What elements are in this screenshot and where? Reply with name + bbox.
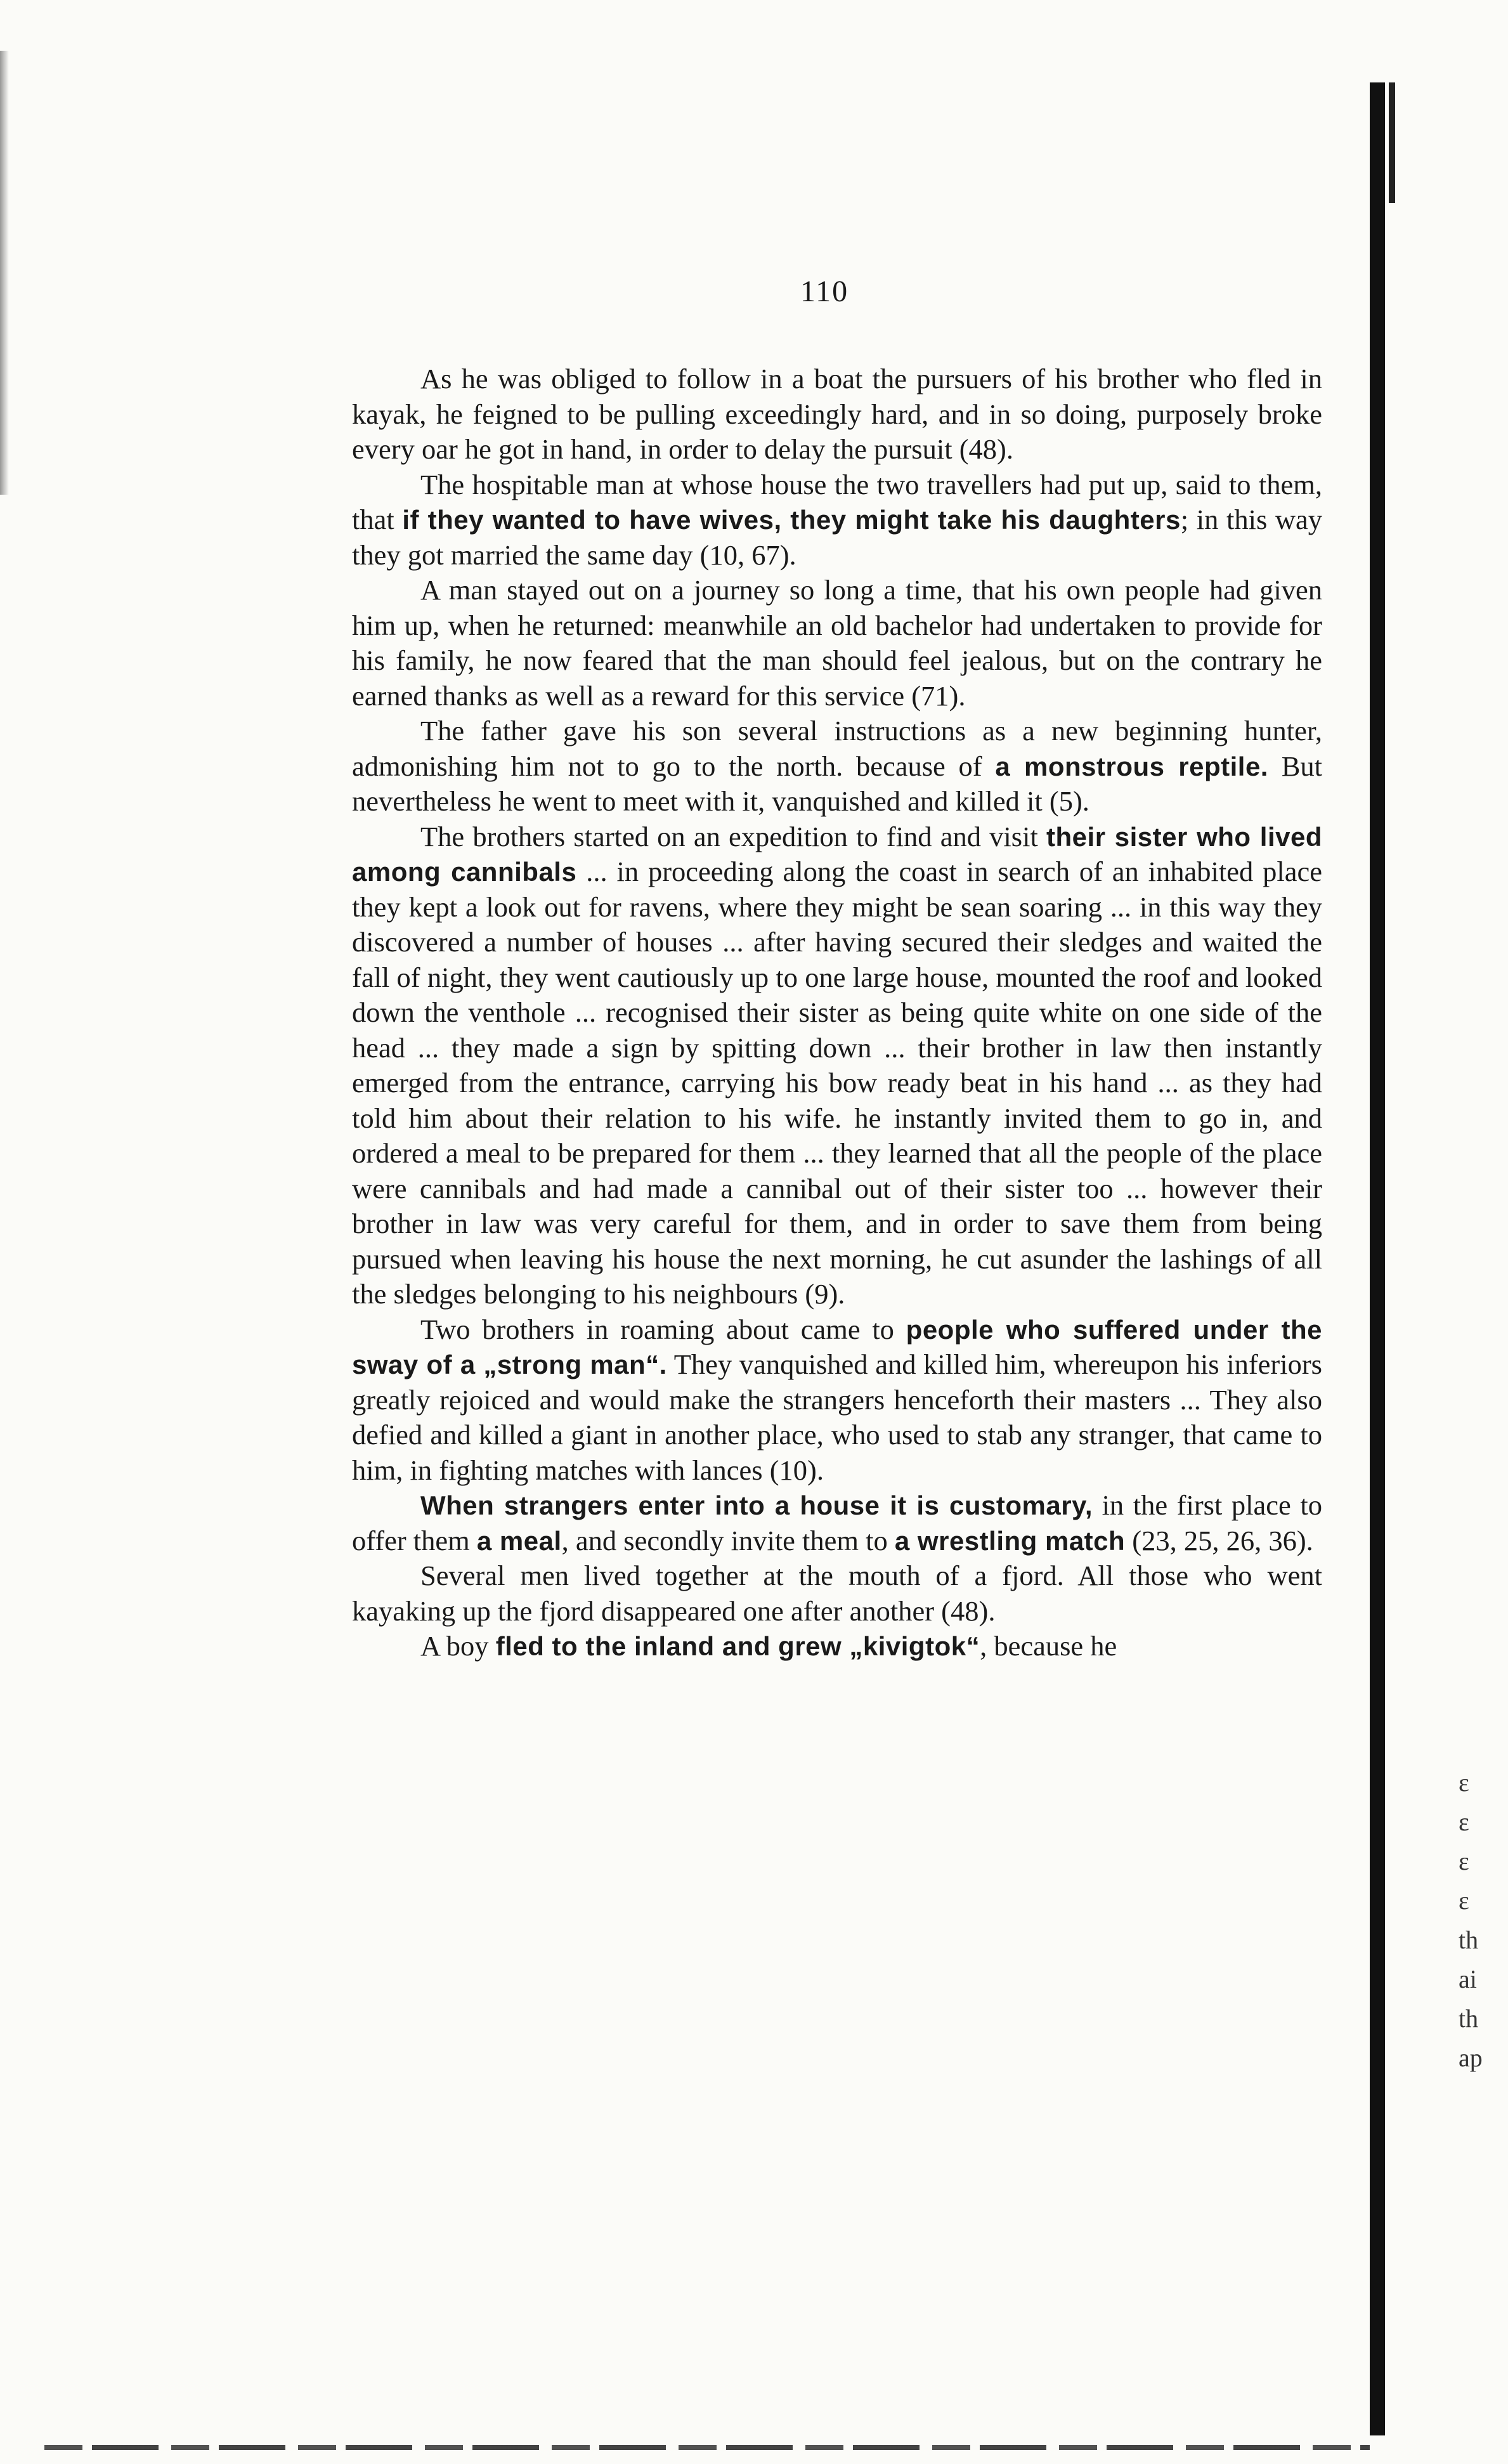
margin-fragment: ɛ bbox=[1459, 1768, 1469, 1797]
text-run: ... in proceeding along the coast in search of an inhabited place they kept a look out for ravens, where they might be sean soaring ... in this way they discovered a number of houses ... after having secured their sledges and waited the fall of night, they went cautiously up to one large house, mounted the roof and looked down the venthole ... recognised their sister as being quite white on one side of the head ... they made a sign by spitting down ... their brother in law then instantly emerged from the entrance, carrying his bow ready beat in his hand ... as they had told him about their relation to his wife. he instantly invited them to go in, and ordered a meal to be prepared for them ... they learned that all the people of the place were cannibals and had made a cannibal out of their sister too ... however their brother in law was very careful for them, and in order to save them from being pursued when leaving his house the next morning, he cut asunder the lashings of all the sledges belonging to his neighbours (9). bbox=[352, 856, 1323, 1310]
facing-page-fragments bbox=[1459, 1763, 1508, 2078]
page-gutter-bar bbox=[1370, 82, 1385, 2435]
text-run: A man stayed out on a journey so long a time, that his own people had given him up, when he returned: meanwhile an old bachelor had undertaken to provide for his family, he now feared that the man should feel jealous, but on the contrary he earned thanks as well as a reward for this service (71). bbox=[352, 574, 1322, 712]
text-run: , and secondly invite them to bbox=[561, 1524, 895, 1556]
emphasized-phrase: their sister who lived among cannibals bbox=[352, 821, 1322, 887]
margin-fragment: ɛ bbox=[1459, 1886, 1469, 1915]
paragraph bbox=[352, 573, 1322, 714]
paragraph bbox=[352, 1558, 1322, 1629]
text-run: Two brothers in roaming about came to bbox=[420, 1313, 906, 1345]
text-run: (23, 25, 26, 36). bbox=[1125, 1524, 1313, 1556]
margin-fragment: ai bbox=[1459, 1965, 1477, 1993]
paragraph bbox=[352, 467, 1322, 573]
text-run: , because he bbox=[980, 1630, 1117, 1662]
text-run: But nevertheless he went to meet with it, vanquished and killed it (5). bbox=[352, 750, 1323, 817]
emphasized-phrase: people who suffered under the sway of a „strong man“. bbox=[352, 1314, 1322, 1379]
margin-fragment: ɛ bbox=[1459, 1808, 1469, 1836]
paragraph bbox=[352, 714, 1322, 819]
paragraph bbox=[352, 1312, 1322, 1489]
paragraph bbox=[352, 1629, 1322, 1664]
paragraph bbox=[352, 819, 1322, 1312]
text-run: As he was obliged to follow in a boat the pursuers of his brother who fled in kayak, he feigned to be pulling exceedingly hard, and in so doing, purposely broke every oar he got in hand, in order to delay the pursuit (48). bbox=[352, 363, 1322, 465]
emphasized-phrase: When strangers enter into a house it is customary, bbox=[420, 1490, 1093, 1520]
text-run: Several men lived together at the mouth of a fjord. All those who went kayaking up the fjord disappeared one after another (48). bbox=[352, 1560, 1322, 1627]
paragraph bbox=[352, 1488, 1322, 1558]
text-run: The hospitable man at whose house the two travellers had put up, said to them, that bbox=[352, 468, 1322, 535]
emphasized-phrase: if they wanted to have wives, they might take his daughters bbox=[402, 505, 1181, 535]
text-run: They vanquished and killed him, whereupon his inferiors greatly rejoiced and would make the strangers henceforth their masters ... They also defied and killed a giant in another place, who used to stab any stranger, that came to him, in fighting matches with lances (10). bbox=[352, 1348, 1322, 1486]
page-gutter-bar-top bbox=[1389, 82, 1395, 203]
paragraph bbox=[352, 362, 1322, 467]
margin-fragment: ap bbox=[1459, 2044, 1483, 2072]
emphasized-phrase: a wrestling match bbox=[894, 1525, 1126, 1556]
body-text bbox=[352, 362, 1322, 1664]
emphasized-phrase: a monstrous reptile. bbox=[995, 751, 1268, 781]
margin-fragment: ɛ bbox=[1459, 1847, 1469, 1875]
emphasized-phrase: a meal bbox=[476, 1525, 562, 1556]
text-run: A boy bbox=[420, 1630, 496, 1662]
text-run: The brothers started on an expedition to find and visit bbox=[420, 820, 1047, 852]
margin-fragment: th bbox=[1459, 1926, 1479, 1954]
page-number: 110 bbox=[800, 275, 849, 308]
text-run: ; in this way they got married the same day (10, 67). bbox=[352, 504, 1322, 571]
text-run: The father gave his son several instructions as a new beginning hunter, admonishing him not to go to the north. because of bbox=[352, 715, 1322, 782]
emphasized-phrase: fled to the inland and grew „kivigtok“ bbox=[495, 1631, 980, 1661]
bottom-scan-rule bbox=[44, 2445, 1370, 2450]
margin-fragment: th bbox=[1459, 2004, 1479, 2033]
scan-left-edge-shadow bbox=[0, 51, 9, 495]
text-run: in the first place to offer them bbox=[352, 1489, 1322, 1556]
